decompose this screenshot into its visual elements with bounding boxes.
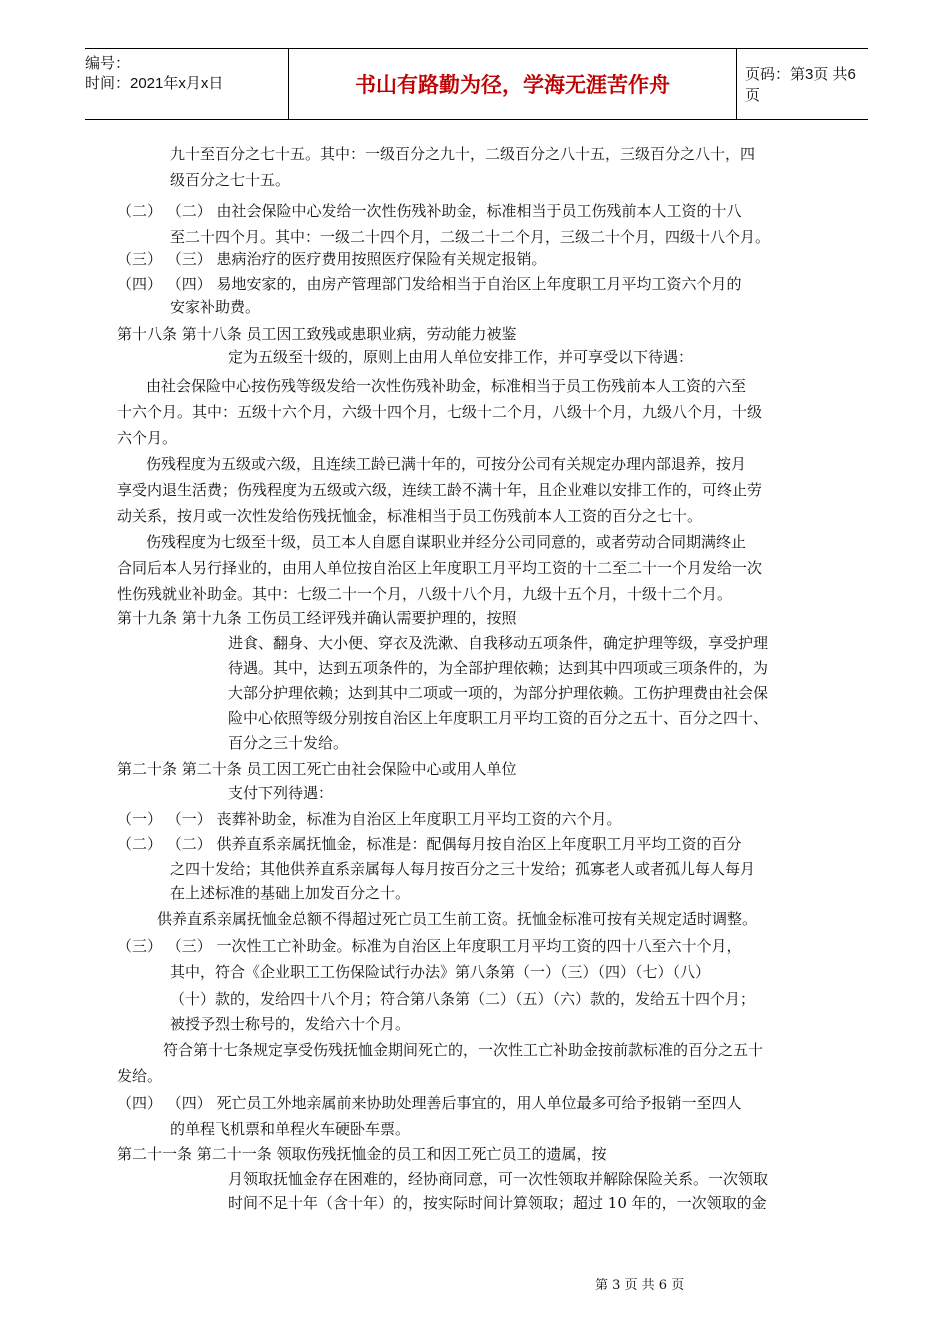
text-line: 享受内退生活费；伤残程度为五级或六级，连续工龄不满十年，且企业难以安排工作的，可终止劳 [117, 481, 763, 499]
text-line: （二） （二） 供养直系亲属抚恤金，标准是：配偶每月按自治区上年度职工月平均工资的百分 [117, 835, 742, 853]
text-line: 十六个月。其中：五级十六个月，六级十四个月，七级十二个月，八级十个月，九级八个月，十级 [117, 403, 763, 421]
text-line: 进食、翻身、大小便、穿衣及洗漱、自我移动五项条件，确定护理等级，享受护理 [228, 634, 769, 652]
text-line: （二） （二） 由社会保险中心发给一次性伤残补助金，标准相当于员工伤残前本人工资的十八 [117, 202, 742, 220]
text-line: 百分之三十发给。 [228, 734, 349, 752]
text-line: 供养直系亲属抚恤金总额不得超过死亡员工生前工资。抚恤金标准可按有关规定适时调整。 [157, 910, 758, 928]
text-line: （三） （三） 一次性工亡补助金。标准为自治区上年度职工月平均工资的四十八至六十个月， [117, 937, 742, 955]
date-label: 时间：2021年x月x日 [85, 75, 224, 92]
text-line: 九十至百分之七十五。其中：一级百分之九十，二级百分之八十五，三级百分之八十，四 [170, 145, 756, 163]
text-line: 之四十发给；其他供养直系亲属每人每月按百分之三十发给；孤寡老人或者孤儿每人每月 [170, 860, 756, 878]
text-line: 由社会保险中心按伤残等级发给一次性伤残补助金，标准相当于员工伤残前本人工资的六至 [146, 377, 747, 395]
text-line: 伤残程度为五级或六级，且连续工龄已满十年的，可按分公司有关规定办理内部退养，按月 [146, 455, 747, 473]
text-line: （四） （四） 死亡员工外地亲属前来协助处理善后事宜的，用人单位最多可给予报销一至四人 [117, 1094, 742, 1112]
text-line: 发给。 [117, 1067, 163, 1085]
text-line: 待遇。其中，达到五项条件的，为全部护理依赖；达到其中四项或三项条件的，为 [228, 659, 769, 677]
text-line: 险中心依照等级分别按自治区上年度职工月平均工资的百分之五十、百分之四十、 [228, 709, 769, 727]
motto: 书山有路勤为径，学海无涯苦作舟 [288, 49, 737, 119]
text-line: 级百分之七十五。 [170, 171, 291, 189]
text-line: （一） （一） 丧葬补助金，标准为自治区上年度职工月平均工资的六个月。 [117, 810, 622, 828]
text-line: 月领取抚恤金存在困难的，经协商同意，可一次性领取并解除保险关系。一次领取 [228, 1170, 769, 1188]
header-info-cell [85, 49, 285, 119]
text-line: 的单程飞机票和单程火车硬卧车票。 [170, 1120, 411, 1138]
text-line: 大部分护理依赖；达到其中二项或一项的，为部分护理依赖。工伤护理费由社会保 [228, 684, 769, 702]
text-line: 六个月。 [117, 429, 178, 447]
text-line: 其中，符合《企业职工工伤保险试行办法》第八条第（一）（三）（四）（七）（八） [170, 963, 711, 981]
text-line: （四） （四） 易地安家的，由房产管理部门发给相当于自治区上年度职工月平均工资六个月的 [117, 275, 742, 293]
text-line: 符合第十七条规定享受伤残抚恤金期间死亡的，一次性工亡补助金按前款标准的百分之五十 [163, 1041, 764, 1059]
text-line: 第二十条 第二十条 员工因工死亡由社会保险中心或用人单位 [117, 760, 517, 778]
text-line: 时间不足十年（含十年）的，按实际时间计算领取；超过 10 年的，一次领取的金 [228, 1194, 767, 1212]
text-line: 安家补助费。 [170, 298, 261, 316]
text-line: 第二十一条 第二十一条 领取伤残抚恤金的员工和因工死亡员工的遗属，按 [117, 1145, 607, 1163]
text-line: 至二十四个月。其中：一级二十四个月，二级二十二个月，三级二十个月，四级十八个月。 [170, 228, 771, 246]
document-header [85, 48, 868, 120]
page-indicator: 页码：第3页 共6页 [745, 66, 856, 104]
text-line: 伤残程度为七级至十级，员工本人自愿自谋职业并经分公司同意的，或者劳动合同期满终止 [146, 533, 747, 551]
text-line: 动关系，按月或一次性发给伤残抚恤金，标准相当于员工伤残前本人工资的百分之七十。 [117, 507, 703, 525]
text-line: （十）款的，发给四十八个月；符合第八条第（二）（五）（六）款的，发给五十四个月； [170, 990, 756, 1008]
serial-number-label: 编号： [85, 55, 131, 72]
text-line: 第十九条 第十九条 工伤员工经评残并确认需要护理的，按照 [117, 609, 517, 627]
text-line: 被授予烈士称号的，发给六十个月。 [170, 1015, 411, 1033]
text-line: 第十八条 第十八条 员工因工致残或患职业病，劳动能力被鉴 [117, 325, 517, 343]
text-line: 性伤残就业补助金。其中：七级二十一个月，八级十八个月，九级十五个月，十级十二个月。 [117, 585, 733, 603]
text-line: 在上述标准的基础上加发百分之十。 [170, 884, 411, 902]
text-line: （三） （三） 患病治疗的医疗费用按照医疗保险有关规定报销。 [117, 250, 547, 268]
text-line: 定为五级至十级的，原则上由用人单位安排工作，并可享受以下待遇： [228, 348, 694, 366]
page-footer: 第 3 页 共 6 页 [595, 1278, 685, 1293]
text-line: 支付下列待遇： [228, 784, 334, 802]
text-line: 合同后本人另行择业的，由用人单位按自治区上年度职工月平均工资的十二至二十一个月发给一次 [117, 559, 763, 577]
